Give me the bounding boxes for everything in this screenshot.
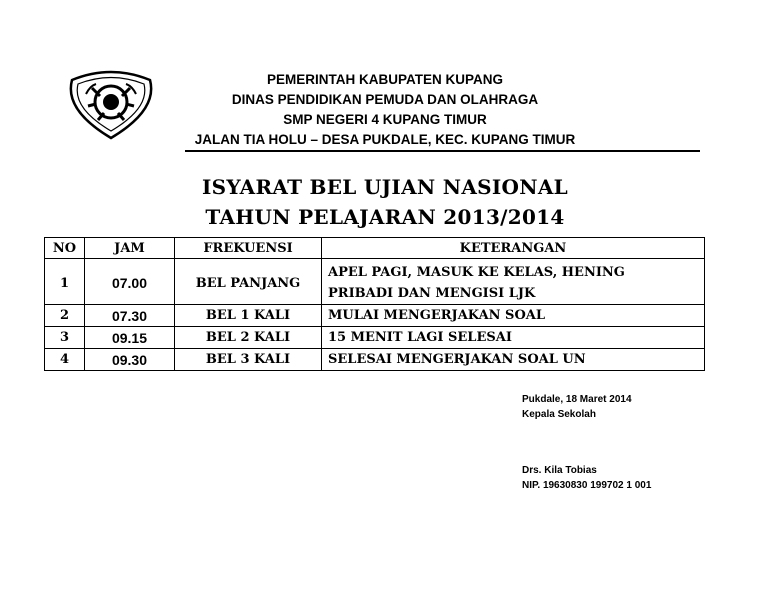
cell-jam: 07.00 [85, 259, 175, 305]
letterhead [150, 70, 620, 150]
signature-place-date: Pukdale, 18 Maret 2014 [522, 394, 632, 405]
cell-keterangan [322, 259, 705, 305]
signature-block-bottom [522, 463, 651, 493]
cell-keterangan: 15 MENIT LAGI SELESAI [322, 327, 705, 349]
cell-keterangan: MULAI MENGERJAKAN SOAL [322, 305, 705, 327]
table-row [45, 349, 705, 371]
cell-jam: 09.15 [85, 327, 175, 349]
title-line-2: TAHUN PELAJARAN 2013/2014 [205, 205, 565, 229]
table-row [45, 259, 705, 305]
cell-keterangan: SELESAI MENGERJAKAN SOAL UN [322, 349, 705, 371]
signature-role: Kepala Sekolah [522, 409, 596, 420]
cell-jam: 07.30 [85, 305, 175, 327]
signature-nip: NIP. 19630830 199702 1 001 [522, 480, 652, 491]
header-frekuensi: FREKUENSI [175, 238, 322, 259]
cell-frekuensi: BEL 3 KALI [175, 349, 322, 371]
cell-frekuensi: BEL 2 KALI [175, 327, 322, 349]
document-title [140, 172, 630, 232]
cell-keterangan-line-1: APEL PAGI, MASUK KE KELAS, HENING [328, 265, 625, 280]
header-no: NO [45, 238, 85, 259]
cell-no: 1 [45, 259, 85, 305]
title-line-1: ISYARAT BEL UJIAN NASIONAL [201, 175, 569, 199]
letterhead-school: SMP NEGERI 4 KUPANG TIMUR [283, 112, 487, 127]
letterhead-department: DINAS PENDIDIKAN PEMUDA DAN OLAHRAGA [231, 92, 539, 107]
cell-no: 4 [45, 349, 85, 371]
cell-no: 3 [45, 327, 85, 349]
cell-frekuensi: BEL PANJANG [175, 259, 322, 305]
cell-keterangan-line-2: PRIBADI DAN MENGISI LJK [328, 286, 536, 301]
table-row [45, 327, 705, 349]
signature-name: Drs. Kila Tobias [522, 465, 597, 476]
table-row [45, 305, 705, 327]
table-header-row [45, 238, 705, 259]
cell-jam: 09.30 [85, 349, 175, 371]
letterhead-government: PEMERINTAH KABUPATEN KUPANG [267, 72, 503, 87]
header-jam: JAM [85, 238, 175, 259]
cell-no: 2 [45, 305, 85, 327]
letterhead-divider [185, 150, 700, 152]
bell-schedule-table [44, 237, 705, 371]
header-keterangan: KETERANGAN [322, 238, 705, 259]
cell-frekuensi: BEL 1 KALI [175, 305, 322, 327]
signature-block-top [522, 392, 632, 422]
school-emblem-icon [66, 66, 156, 140]
letterhead-address: JALAN TIA HOLU – DESA PUKDALE, KEC. KUPANG TIMUR [194, 132, 576, 147]
